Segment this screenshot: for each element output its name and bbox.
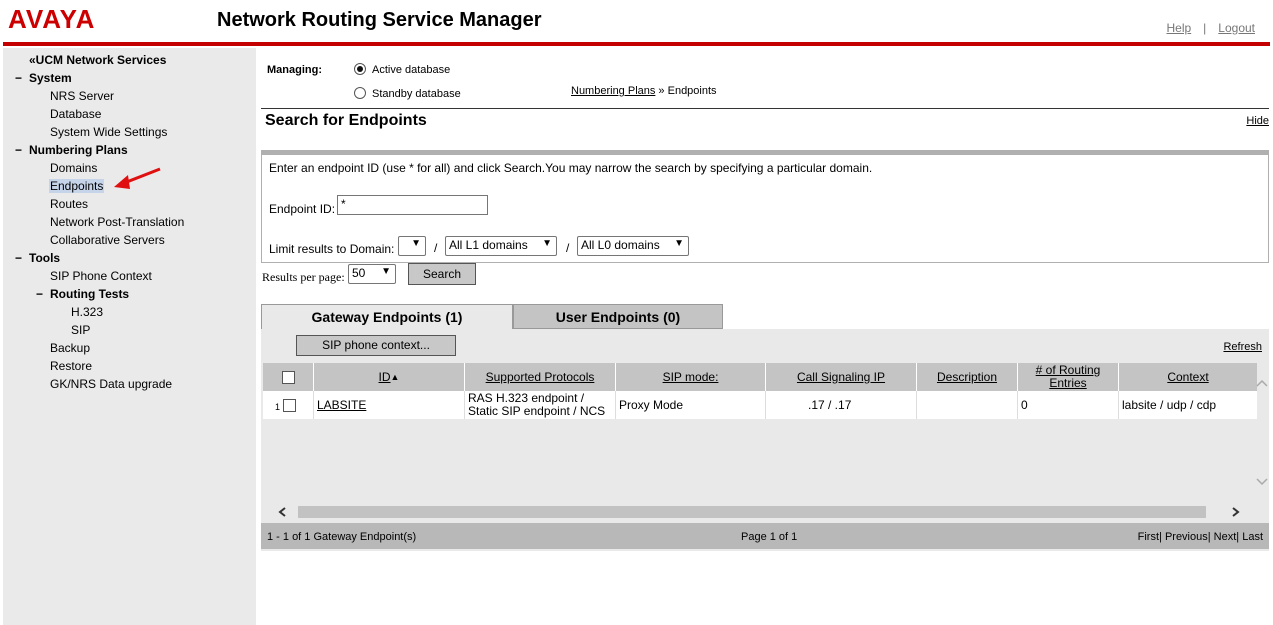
row-description-cell xyxy=(917,391,1018,419)
endpoint-id-input[interactable]: * xyxy=(337,195,488,215)
header-context[interactable] xyxy=(1119,363,1257,391)
header-id[interactable] xyxy=(314,363,465,391)
header-red-bar xyxy=(3,42,1270,46)
select-all-checkbox[interactable] xyxy=(282,371,295,384)
active-database-label: Active database xyxy=(372,64,451,76)
refresh-link[interactable]: Refresh xyxy=(1223,341,1262,353)
app-title: Network Routing Service Manager xyxy=(217,9,542,31)
scroll-right-icon[interactable] xyxy=(1229,506,1241,518)
row-index: 1 xyxy=(275,402,281,412)
nav-routes[interactable]: Routes xyxy=(50,197,89,211)
results-per-page-label: Results per page: xyxy=(262,270,345,284)
active-database-radio[interactable] xyxy=(354,63,366,75)
row-checkbox[interactable] xyxy=(283,399,296,412)
header-description[interactable] xyxy=(917,363,1018,391)
nav-tools[interactable] xyxy=(15,251,60,265)
row-routing-entries-cell: 0 xyxy=(1018,391,1119,419)
avaya-logo: AVAYA xyxy=(8,4,96,34)
standby-database-label: Standby database xyxy=(372,88,461,100)
sip-phone-context-button[interactable]: SIP phone context... xyxy=(296,335,456,356)
nav-system[interactable] xyxy=(15,71,72,85)
page-indicator: Page 1 of 1 xyxy=(741,531,798,543)
collapse-icon: − xyxy=(36,287,44,301)
nav-collaborative-servers[interactable]: Collaborative Servers xyxy=(50,233,165,247)
header-protocols-label: Supported Protocols xyxy=(485,369,595,384)
help-link[interactable]: Help xyxy=(1166,21,1192,35)
first-page-link[interactable]: First| xyxy=(1137,531,1162,543)
nav-sip[interactable]: SIP xyxy=(71,323,91,337)
header-call-signaling-ip[interactable] xyxy=(766,363,917,391)
breadcrumb xyxy=(571,85,717,97)
breadcrumb-separator: » xyxy=(655,85,668,97)
tab-user-endpoints[interactable]: User Endpoints (0) xyxy=(513,304,723,329)
hide-link[interactable]: Hide xyxy=(1246,115,1269,127)
endpoint-id-label: Endpoint ID: xyxy=(269,202,336,216)
results-footer xyxy=(261,523,1269,549)
nav-numbering-plans[interactable] xyxy=(15,143,128,157)
nav-system-label: System xyxy=(29,71,72,85)
table-header xyxy=(263,363,1257,391)
domain-slash-1: / xyxy=(434,241,438,255)
nav-gk-nrs-data-upgrade[interactable]: GK/NRS Data upgrade xyxy=(50,377,173,391)
row-id-cell xyxy=(314,391,465,419)
search-instructions: Enter an endpoint ID (use * for all) and click Search.You may narrow the search by specifying a particular domain. xyxy=(269,161,873,175)
results-per-page-select[interactable] xyxy=(348,264,396,284)
l0-domain-select[interactable] xyxy=(577,236,689,256)
pagination xyxy=(1138,531,1263,543)
header-sip-mode-label: SIP mode: xyxy=(662,369,719,384)
previous-page-link[interactable]: Previous| xyxy=(1164,531,1211,543)
sidebar xyxy=(3,48,256,625)
nav-tools-label: Tools xyxy=(29,251,61,265)
sort-asc-icon: ▲ xyxy=(390,371,400,382)
nav-nrs-server[interactable]: NRS Server xyxy=(50,89,115,103)
nav-endpoints[interactable]: Endpoints xyxy=(50,179,104,193)
row-protocols-line1: RAS H.323 endpoint / xyxy=(468,391,585,405)
row-protocols-cell xyxy=(465,391,616,419)
domain-select[interactable] xyxy=(398,236,426,256)
collapse-icon: − xyxy=(15,251,23,265)
select-all-cell xyxy=(263,363,314,391)
nav-sip-phone-context[interactable]: SIP Phone Context xyxy=(50,269,152,283)
horizontal-scrollbar[interactable] xyxy=(263,503,1257,521)
results-per-page-value: 50 xyxy=(352,266,366,280)
scroll-down-icon[interactable] xyxy=(1255,476,1269,488)
link-separator: | xyxy=(1203,21,1207,35)
nav-numbering-plans-label: Numbering Plans xyxy=(29,143,128,157)
nav-backup[interactable]: Backup xyxy=(50,341,91,355)
nav-routing-tests[interactable] xyxy=(36,287,129,301)
section-title: Search for Endpoints xyxy=(265,112,427,129)
header-routing-entries-line2: Entries xyxy=(1049,376,1087,390)
domain-slash-2: / xyxy=(566,241,570,255)
nav-system-wide-settings[interactable]: System Wide Settings xyxy=(50,125,168,139)
header-context-label: Context xyxy=(1167,369,1209,384)
logout-link[interactable]: Logout xyxy=(1218,21,1255,35)
next-page-link[interactable]: Next| xyxy=(1213,531,1240,543)
top-links xyxy=(1166,21,1255,35)
scroll-left-icon[interactable] xyxy=(277,506,289,518)
standby-database-radio[interactable] xyxy=(354,87,366,99)
header-supported-protocols[interactable] xyxy=(465,363,616,391)
collapse-icon: − xyxy=(15,71,23,85)
breadcrumb-numbering-plans[interactable]: Numbering Plans xyxy=(571,85,656,97)
chevron-down-icon: ▼ xyxy=(542,238,552,249)
header-sip-mode[interactable] xyxy=(616,363,766,391)
nav-database[interactable]: Database xyxy=(50,107,102,121)
nav-h323[interactable]: H.323 xyxy=(71,305,104,319)
chevron-down-icon: ▼ xyxy=(674,238,684,249)
nav-routing-tests-label: Routing Tests xyxy=(50,287,130,301)
tab-gateway-endpoints[interactable]: Gateway Endpoints (1) xyxy=(261,304,513,330)
nav-restore[interactable]: Restore xyxy=(50,359,93,373)
table-row xyxy=(263,391,1257,419)
last-page-link[interactable]: Last xyxy=(1242,531,1263,543)
results-count: 1 - 1 of 1 Gateway Endpoint(s) xyxy=(267,531,417,543)
breadcrumb-current: Endpoints xyxy=(667,85,717,97)
section-divider xyxy=(261,108,1269,109)
l1-domain-select[interactable] xyxy=(445,236,557,256)
row-sip-mode-cell: Proxy Mode xyxy=(616,391,766,419)
domain-label: Limit results to Domain: xyxy=(269,242,395,256)
l0-domain-select-value: All L0 domains xyxy=(581,238,660,252)
collapse-icon: − xyxy=(15,143,23,157)
scrollbar-thumb[interactable] xyxy=(298,506,1206,518)
header-call-ip-label: Call Signaling IP xyxy=(796,369,886,384)
red-arrow-annotation xyxy=(112,165,164,193)
chevron-down-icon: ▼ xyxy=(381,266,391,277)
l1-domain-select-value: All L1 domains xyxy=(449,238,528,252)
header-routing-entries[interactable] xyxy=(1018,363,1119,391)
chevron-down-icon: ▼ xyxy=(411,238,421,249)
header-description-label: Description xyxy=(936,369,998,384)
search-button[interactable]: Search xyxy=(408,263,476,285)
row-id-link[interactable]: LABSITE xyxy=(317,397,367,412)
row-context-cell: labsite / udp / cdp xyxy=(1122,397,1217,412)
search-panel xyxy=(261,155,1269,263)
main-content xyxy=(261,48,1271,625)
row-index-cell xyxy=(263,391,314,419)
header-routing-entries-line1: # of Routing xyxy=(1035,363,1101,377)
nav-domains[interactable]: Domains xyxy=(50,161,98,175)
managing-label: Managing: xyxy=(267,64,322,76)
nav-network-post-translation[interactable]: Network Post-Translation xyxy=(50,215,185,229)
nav-back-ucm-network-services[interactable]: «UCM Network Services xyxy=(29,53,167,67)
row-call-ip-cell: .17 / .17 xyxy=(766,391,917,419)
header-id-label: ID xyxy=(378,369,391,384)
row-protocols-line2: Static SIP endpoint / NCS xyxy=(468,404,606,418)
scroll-up-icon[interactable] xyxy=(1255,377,1269,389)
